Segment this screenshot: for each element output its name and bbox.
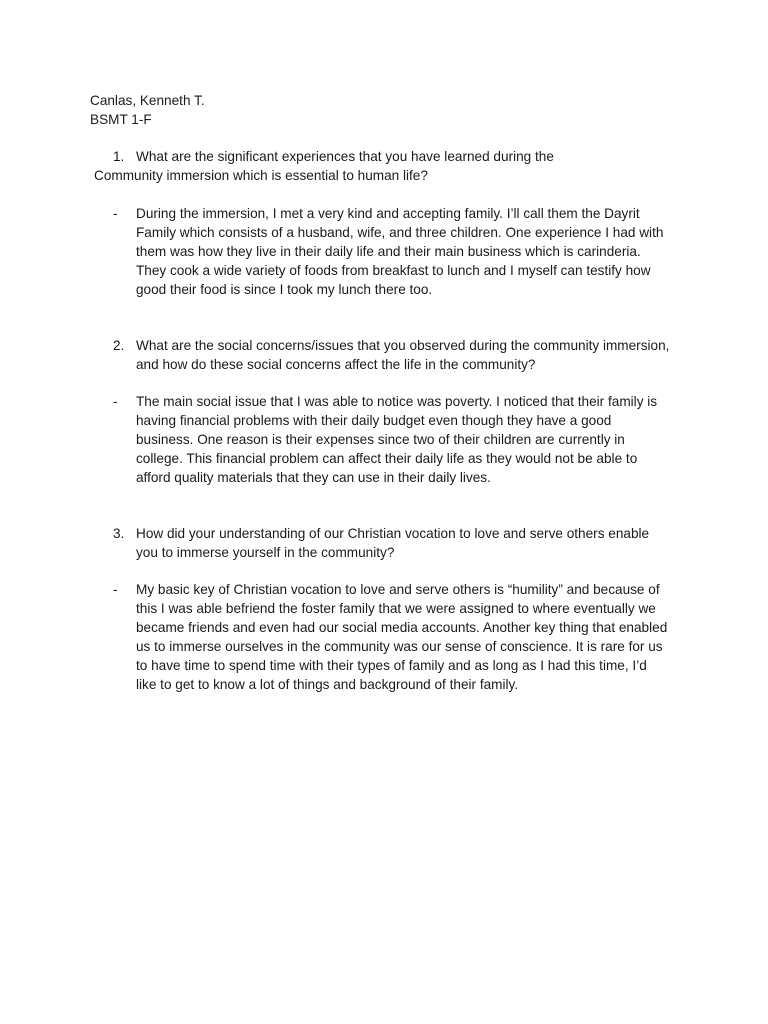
question-3-line: you to immerse yourself in the community?	[136, 544, 395, 560]
student-section: BSMT 1-F	[90, 112, 152, 127]
question-1-number: 1.	[113, 149, 125, 164]
answer-3-line: us to immerse ourselves in the community was our sense of conscience. It is rare for us	[136, 638, 663, 654]
answer-2-bullet: -	[113, 394, 118, 409]
answer-2-line: business. One reason is their expenses since two of their children are currently in	[136, 431, 625, 447]
answer-2-paragraph	[136, 393, 688, 488]
question-2-number: 2.	[113, 338, 125, 353]
question-1-line-1: What are the significant experiences that you have learned during the	[136, 149, 554, 164]
answer-3-line: became friends and even had our social media accounts. Another key thing that enabled	[136, 619, 668, 635]
answer-2-line: afford quality materials that they can use in their daily lives.	[136, 469, 491, 485]
answer-1-bullet: -	[113, 206, 118, 221]
answer-3-bullet: -	[113, 582, 118, 597]
answer-3-paragraph	[136, 581, 688, 694]
answer-1-paragraph	[136, 205, 688, 300]
question-3-number: 3.	[113, 526, 125, 541]
answer-1-line: them was how they live in their daily life and their main business which is carinderia.	[136, 243, 641, 259]
question-1-line-2: Community immersion which is essential to human life?	[94, 168, 428, 183]
question-2-text	[136, 337, 688, 375]
answer-3-line: this I was able befriend the foster family that we were assigned to where eventually we	[136, 600, 656, 616]
answer-1-line: Family which consists of a husband, wife, and three children. One experience I had with	[136, 224, 664, 240]
answer-2-line: college. This financial problem can affect their daily life as they would not be able to	[136, 450, 638, 466]
student-name: Canlas, Kenneth T.	[90, 93, 205, 108]
question-2-line: What are the social concerns/issues that you observed during the community immersion,	[136, 338, 670, 353]
answer-3-line: My basic key of Christian vocation to love and serve others is “humility” and because of	[136, 582, 660, 597]
question-3-line: How did your understanding of our Christian vocation to love and serve others enable	[136, 526, 650, 541]
answer-3-line: to have time to spend time with their types of family and as long as I had this time, I’d	[136, 657, 647, 673]
answer-1-line: During the immersion, I met a very kind and accepting family. I’ll call them the Dayrit	[136, 206, 640, 221]
answer-2-line: The main social issue that I was able to notice was poverty. I noticed that their family is	[136, 394, 658, 409]
question-3-text	[136, 525, 688, 563]
question-2-line: and how do these social concerns affect the life in the community?	[136, 356, 536, 372]
answer-1-line: good their food is since I took my lunch there too.	[136, 281, 433, 297]
answer-2-line: having financial problems with their daily budget even though they have a good	[136, 412, 612, 428]
answer-3-line: like to get to know a lot of things and background of their family.	[136, 676, 519, 692]
answer-1-line: They cook a wide variety of foods from breakfast to lunch and I myself can testify how	[136, 262, 651, 278]
